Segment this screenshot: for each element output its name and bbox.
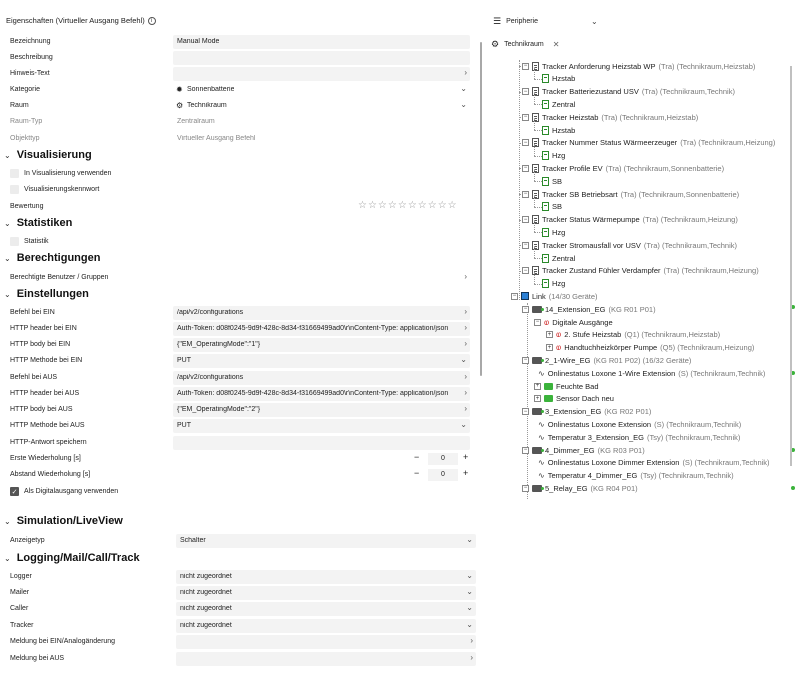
status-node[interactable]	[538, 367, 765, 379]
chevron-right-icon: ›	[464, 372, 467, 381]
chevron-right-icon: ›	[464, 339, 467, 348]
chevron-down-icon: ⌄	[460, 100, 467, 109]
chevron-down-icon: ⌄	[466, 603, 473, 612]
status-node[interactable]	[538, 457, 770, 469]
chevron-down-icon: ⌄	[4, 218, 11, 228]
objekttyp-value: Virtueller Ausgang Befehl	[177, 135, 256, 142]
in-vis-checkbox[interactable]: In Visualisierung verwenden	[10, 169, 111, 178]
tree-connector	[534, 169, 535, 181]
tree-connector	[534, 156, 542, 157]
tracker-child-node[interactable]	[542, 124, 575, 136]
status-node[interactable]	[538, 470, 734, 482]
periphery-panel	[486, 0, 796, 500]
tree-scrollbar[interactable]	[790, 66, 792, 466]
methode-aus-select[interactable]: PUT ⌄	[173, 419, 470, 433]
raumtyp-value: Zentralraum	[177, 118, 215, 125]
collapse-icon[interactable]: −	[523, 63, 528, 69]
tree-node-label: Hzg	[552, 279, 566, 289]
meldung-aus-input[interactable]	[176, 652, 476, 666]
field-raum: Raum ⚙ Technikraum ⌄	[0, 98, 480, 114]
field-hinweis: Hinweis-Text ›	[0, 66, 480, 82]
tree-node-meta: (S) (Technikraum,Technik)	[654, 419, 742, 429]
collapse-icon[interactable]: −	[523, 165, 528, 172]
tree-node-meta: (KG R01 P01)	[608, 304, 656, 314]
collapse-icon[interactable]: −	[523, 447, 528, 453]
tracker-node[interactable]	[522, 60, 755, 72]
abstand-wdh-value[interactable]: 0	[428, 469, 458, 481]
raum-select[interactable]: ⚙ Technikraum ⌄	[176, 100, 467, 110]
chevron-right-icon: ›	[464, 307, 467, 316]
tree-connector	[534, 220, 535, 232]
tree-connector	[534, 67, 535, 79]
green-document-icon	[542, 126, 549, 135]
section-statistiken[interactable]: ⌄ Statistiken	[4, 217, 73, 229]
tree-connector	[534, 207, 542, 208]
tree-connector	[534, 246, 535, 258]
link-node[interactable]	[511, 290, 598, 302]
chevron-right-icon: ›	[464, 388, 467, 397]
gears-icon: ⚙	[176, 101, 184, 110]
body-aus-input[interactable]: {"EM_OperatingMode":"2"} ›	[173, 403, 470, 417]
tracker-node[interactable]	[522, 188, 739, 200]
field-erste-wdh: Erste Wiederholung [s]	[10, 455, 81, 462]
tree-node-label: 14_Extension_EG	[545, 304, 606, 314]
chevron-down-icon: ⌄	[466, 587, 473, 596]
chevron-down-icon: ⌄	[591, 17, 598, 26]
tree-connector	[534, 104, 542, 105]
hinweis-input[interactable]	[173, 67, 470, 81]
tree-node-label: Hzg	[552, 151, 566, 161]
tree-node-meta: (Tra) (Technikraum,Technik)	[643, 240, 737, 250]
field-kategorie: Kategorie ✹ Sonnenbatterie ⌄	[0, 82, 480, 98]
extension-node[interactable]	[522, 354, 691, 366]
tree-node-label: 4_Dimmer_EG	[545, 445, 595, 455]
tree-node-label: Digitale Ausgänge	[552, 317, 613, 327]
tree-node-meta: (14/30 Geräte)	[548, 291, 598, 301]
tree-node-meta: (Q1) (Technikraum,Heizstab)	[624, 330, 721, 340]
digital-outputs-node[interactable]	[534, 316, 613, 328]
field-bezeichnung: Bezeichnung Manual Mode	[0, 34, 480, 50]
field-befehl-aus: Befehl bei AUS /api/v2/configurations ›	[0, 370, 480, 386]
green-document-icon	[542, 151, 549, 160]
field-methode-ein: HTTP Methode bei EIN PUT ⌄	[0, 353, 480, 369]
chevron-down-icon: ⌄	[4, 553, 11, 563]
checkbox-icon	[10, 169, 19, 178]
tree-connector	[534, 232, 542, 233]
rating-stars[interactable]: ☆☆☆☆☆☆☆☆☆☆	[358, 200, 458, 211]
tree-connector	[534, 79, 542, 80]
chevron-right-icon: ›	[464, 404, 467, 413]
tree-node-label: Onlinestatus Loxone Dimmer Extension	[547, 458, 680, 468]
tracker-child-node[interactable]	[542, 201, 562, 213]
tree-node-label: Tracker Heizstab	[542, 112, 599, 122]
plus-icon[interactable]: +	[463, 468, 469, 478]
tree-node-meta: (Tra) (Technikraum,Heizung)	[642, 215, 738, 225]
field-tracker: Tracker nicht zugeordnet ⌄	[0, 618, 480, 634]
field-logger: Logger nicht zugeordnet ⌄	[0, 569, 480, 585]
collapse-icon[interactable]: +	[535, 395, 540, 402]
tree-node-meta: (Tsy) (Technikraum,Technik)	[640, 471, 734, 481]
field-methode-aus: HTTP Methode bei AUS PUT ⌄	[0, 418, 480, 434]
anzeigetyp-select[interactable]: Schalter ⌄	[176, 534, 476, 548]
green-document-icon	[542, 100, 549, 109]
tree-node-label: Zentral	[552, 253, 576, 263]
link-icon	[521, 292, 529, 300]
tracker-node[interactable]	[522, 162, 724, 174]
tracker-node[interactable]	[522, 239, 737, 251]
field-befehl-ein: Befehl bei EIN /api/v2/configurations ›	[0, 305, 480, 321]
mailer-select[interactable]: nicht zugeordnet ⌄	[176, 586, 476, 600]
tree-node-label: SB	[552, 176, 563, 186]
collapse-icon[interactable]: −	[523, 306, 528, 313]
field-anzeigetyp: Anzeigetyp Schalter ⌄	[0, 533, 480, 549]
periphery-dropdown[interactable]: ☰ Peripherie ⌄	[493, 16, 598, 26]
close-icon[interactable]: ✕	[552, 40, 560, 49]
status-node[interactable]	[538, 431, 740, 443]
collapse-icon[interactable]: −	[523, 242, 528, 249]
collapse-icon[interactable]: −	[523, 357, 528, 364]
antwort-input[interactable]	[173, 436, 470, 450]
collapse-icon[interactable]: −	[523, 191, 528, 197]
beschreibung-input[interactable]	[173, 51, 470, 65]
chevron-down-icon: ⌄	[4, 253, 11, 263]
plus-icon[interactable]: +	[463, 452, 469, 462]
tree-node-label: Link	[532, 291, 546, 301]
gears-icon: ⚙	[491, 39, 500, 49]
properties-title: Eigenschaften (Virtueller Ausgang Befehl) i	[6, 16, 156, 25]
pulse-icon: ∿	[538, 368, 545, 378]
collapse-icon[interactable]: −	[523, 485, 528, 492]
tree-connector	[534, 130, 542, 131]
befehl-ein-input[interactable]: /api/v2/configurations ›	[173, 306, 470, 320]
tree-node-label: Hzg	[552, 227, 566, 237]
abstand-wdh-stepper[interactable]	[410, 468, 472, 482]
input-icon	[544, 395, 553, 402]
collapse-icon[interactable]: −	[523, 216, 528, 223]
pulse-icon: ∿	[538, 458, 545, 468]
berechtigte-link[interactable]	[173, 271, 470, 285]
section-einstellungen[interactable]: ⌄ Einstellungen	[4, 288, 89, 300]
input-icon	[544, 383, 553, 390]
pulse-icon: ∿	[538, 419, 545, 429]
extension-node[interactable]	[522, 406, 651, 418]
tree-connector	[534, 144, 535, 156]
tree-node-meta: (KG R04 P01)	[590, 483, 638, 493]
chevron-right-icon: ›	[470, 636, 473, 645]
kategorie-select[interactable]: ✹ Sonnenbatterie ⌄	[176, 84, 467, 94]
tree-node-meta: (Tra) (Technikraum,Heizstab)	[601, 112, 699, 122]
output-node[interactable]	[546, 342, 754, 354]
green-document-icon	[542, 228, 549, 237]
green-document-icon	[542, 177, 549, 186]
status-node[interactable]	[538, 418, 741, 430]
collapse-icon[interactable]: +	[547, 344, 552, 351]
tree-node-label: Feuchte Bad	[556, 381, 599, 391]
tree-node-label: Tracker Stromausfall vor USV	[542, 240, 641, 250]
minus-icon[interactable]: −	[414, 452, 420, 462]
tree-connector	[534, 284, 542, 285]
tree-connector	[534, 258, 542, 259]
status-dot	[791, 486, 795, 490]
tree-node-meta: (KG R01 P02) (16/32 Geräte)	[593, 355, 692, 365]
collapse-icon[interactable]: −	[523, 267, 528, 274]
tracker-node[interactable]	[522, 214, 738, 226]
befehl-aus-input[interactable]: /api/v2/configurations ›	[173, 371, 470, 385]
field-body-aus: HTTP body bei AUS {"EM_OperatingMode":"2"} ›	[0, 402, 480, 418]
tracker-node[interactable]	[522, 137, 775, 149]
green-document-icon	[542, 202, 549, 211]
device-icon	[532, 447, 542, 454]
tree-connector	[519, 60, 520, 300]
statistik-checkbox[interactable]: Statistik	[10, 237, 49, 246]
field-header-ein: HTTP header bei EIN Auth-Token: d08f0245-9d9f-428c-8d34-f31669499ad0\r\nContent-Type: application/json ›	[0, 321, 480, 337]
tree-node-meta: (KG R02 P01)	[604, 407, 652, 417]
tree-node-label: Handtuchheizkörper Pumpe	[564, 343, 658, 353]
checkbox-icon	[10, 237, 19, 246]
collapse-icon[interactable]: −	[523, 139, 528, 146]
field-header-aus: HTTP header bei AUS Auth-Token: d08f0245-9d9f-428c-8d34-f31669499ad0\r\nContent-Type: application/json ›	[0, 386, 480, 402]
erste-wdh-stepper[interactable]	[410, 452, 472, 466]
meldung-ein-input[interactable]	[176, 635, 476, 649]
pulse-icon: ∿	[538, 471, 545, 481]
tracker-node[interactable]	[522, 86, 735, 98]
extension-node[interactable]	[522, 482, 638, 494]
tree-node-label: Temperatur 3_Extension_EG	[547, 432, 645, 442]
tree-node-label: Zentral	[552, 99, 576, 109]
tracker-child-node[interactable]	[542, 150, 565, 162]
field-body-ein: HTTP body bei EIN {"EM_OperatingMode":"1"} ›	[0, 337, 480, 353]
field-mailer: Mailer nicht zugeordnet ⌄	[0, 585, 480, 601]
chevron-down-icon: ⌄	[460, 420, 467, 429]
header-ein-input[interactable]: Auth-Token: d08f0245-9d9f-428c-8d34-f31669499ad0\r\nContent-Type: application/json ›	[173, 322, 470, 336]
tree-node-meta: (S) (Technikraum,Technik)	[678, 368, 766, 378]
erste-wdh-value[interactable]: 0	[428, 453, 458, 465]
tree-node-label: Tracker Batteriezustand USV	[542, 87, 639, 97]
tracker-child-node[interactable]	[542, 226, 565, 238]
tracker-node[interactable]	[522, 265, 759, 277]
chevron-down-icon: ⌄	[460, 355, 467, 364]
tracker-child-node[interactable]	[542, 278, 565, 290]
tree-node-label: Tracker Status Wärmepumpe	[542, 215, 640, 225]
chevron-right-icon: ›	[464, 272, 467, 281]
chevron-down-icon: ⌄	[466, 571, 473, 580]
tree-node-label: 2. Stufe Heizstab	[564, 330, 622, 340]
collapse-icon[interactable]: −	[512, 293, 517, 300]
tracker-node[interactable]	[522, 111, 698, 123]
field-raumtyp: Raum-Typ Zentralraum	[0, 114, 480, 130]
tree-node-label: 2_1-Wire_EG	[545, 355, 591, 365]
tree-node-label: Hzstab	[552, 125, 576, 135]
tree-node-meta: (Tra) (Technikraum,Technik)	[641, 87, 735, 97]
properties-scrollbar[interactable]	[480, 42, 482, 376]
tree-connector	[534, 272, 535, 284]
tree-node-label: Onlinestatus Loxone 1-Wire Extension	[547, 368, 676, 378]
tree-node-meta: (Tsy) (Technikraum,Technik)	[647, 432, 741, 442]
pulse-icon: ∿	[538, 432, 545, 442]
body-ein-input[interactable]: {"EM_OperatingMode":"1"} ›	[173, 338, 470, 352]
header-aus-input[interactable]: Auth-Token: d08f0245-9d9f-428c-8d34-f31669499ad0\r\nContent-Type: application/json ›	[173, 387, 470, 401]
green-document-icon	[542, 254, 549, 263]
field-berechtigte[interactable]: Berechtigte Benutzer / Gruppen ›	[0, 270, 480, 286]
tree-node-label: SB	[552, 202, 563, 212]
field-bewertung: Bewertung	[10, 203, 44, 210]
device-icon	[532, 306, 542, 313]
tree-node-meta: (Tra) (Technikraum,Sonnenbatterie)	[620, 189, 740, 199]
tracker-child-node[interactable]	[542, 98, 575, 110]
tree-connector	[534, 181, 542, 182]
tracker-child-node[interactable]	[542, 175, 562, 187]
collapse-icon[interactable]: −	[523, 114, 528, 121]
field-meldung-aus: Meldung bei AUS ›	[0, 651, 480, 667]
output-icon: ⱷ	[556, 330, 562, 340]
sun-icon: ✹	[176, 85, 183, 94]
tree-node-meta: (Tra) (Technikraum,Sonnenbatterie)	[605, 163, 725, 173]
tree-connector	[534, 195, 535, 207]
device-icon	[532, 485, 542, 492]
section-simulation[interactable]: ⌄ Simulation/LiveView	[4, 515, 123, 527]
section-visualisierung[interactable]: ⌄ Visualisierung	[4, 149, 92, 161]
tree-node-label: Temperatur 4_Dimmer_EG	[547, 471, 638, 481]
chevron-right-icon: ›	[470, 653, 473, 662]
vis-pw-checkbox[interactable]: Visualisierungskennwort	[10, 185, 99, 194]
section-berechtigungen[interactable]: ⌄ Berechtigungen	[4, 252, 101, 264]
tree-node-meta: (Q5) (Technikraum,Heizung)	[660, 343, 755, 353]
green-document-icon	[542, 74, 549, 83]
minus-icon[interactable]: −	[414, 468, 420, 478]
sensor-node[interactable]	[534, 393, 614, 405]
sensor-node[interactable]	[534, 380, 599, 392]
extension-node[interactable]	[522, 444, 645, 456]
chevron-right-icon: ›	[464, 323, 467, 332]
chevron-down-icon: ⌄	[460, 84, 467, 93]
extension-node[interactable]	[522, 303, 656, 315]
tree-node-label: Onlinestatus Loxone Extension	[547, 419, 652, 429]
chevron-down-icon: ⌄	[4, 516, 11, 526]
tree-node-label: Hzstab	[552, 74, 576, 84]
chevron-down-icon: ⌄	[4, 289, 11, 299]
menu-lines-icon: ☰	[493, 16, 502, 26]
collapse-icon[interactable]: +	[535, 383, 540, 389]
device-icon	[532, 357, 542, 364]
tree-node-label: Tracker Nummer Status Wärmeerzeuger	[542, 138, 678, 148]
section-logging[interactable]: ⌄ Logging/Mail/Call/Track	[4, 552, 140, 564]
digital-checkbox[interactable]: ✓ Als Digitalausgang verwenden	[11, 488, 119, 496]
field-objekttyp: Objekttyp Virtueller Ausgang Befehl	[0, 131, 480, 147]
info-icon[interactable]: i	[148, 17, 156, 25]
methode-ein-select[interactable]: PUT ⌄	[173, 354, 470, 368]
collapse-icon[interactable]: −	[523, 408, 528, 415]
tree-node-label: 3_Extension_EG	[545, 407, 602, 417]
bezeichnung-input[interactable]: Manual Mode	[173, 35, 470, 49]
caller-select[interactable]: nicht zugeordnet ⌄	[176, 602, 476, 616]
field-antwort: HTTP-Antwort speichern	[0, 435, 480, 451]
logger-select[interactable]: nicht zugeordnet ⌄	[176, 570, 476, 584]
collapse-icon[interactable]: −	[523, 88, 528, 95]
field-beschreibung: Beschreibung	[0, 50, 480, 66]
field-meldung-ein: Meldung bei EIN/Analogänderung ›	[0, 634, 480, 650]
tab-technikraum[interactable]: ⚙ Technikraum ✕	[491, 39, 560, 49]
collapse-icon[interactable]: −	[535, 319, 540, 325]
field-abstand-wdh: Abstand Wiederholung [s]	[10, 471, 91, 478]
chevron-down-icon: ⌄	[466, 535, 473, 544]
tree-connector	[534, 92, 535, 104]
chevron-down-icon: ⌄	[4, 150, 11, 160]
tracker-select[interactable]: nicht zugeordnet ⌄	[176, 619, 476, 633]
tree-node-meta: (Tra) (Technikraum,Heizstab)	[658, 61, 756, 71]
field-caller: Caller nicht zugeordnet ⌄	[0, 601, 480, 617]
output-icon: ⱷ	[556, 343, 562, 353]
tree-node-meta: (Tra) (Technikraum,Heizung)	[663, 266, 759, 276]
tracker-child-node[interactable]	[542, 73, 575, 85]
tree-connector	[534, 118, 535, 130]
tree-node-meta: (KG R03 P01)	[597, 445, 645, 455]
chevron-down-icon: ⌄	[466, 620, 473, 629]
tree-connector	[527, 303, 528, 500]
tracker-child-node[interactable]	[542, 252, 575, 264]
device-icon	[532, 408, 542, 415]
tree-node-label: Tracker SB Betriebsart	[542, 189, 618, 199]
collapse-icon[interactable]: +	[547, 331, 552, 338]
green-document-icon	[542, 279, 549, 288]
checkmark-icon: ✓	[11, 488, 18, 496]
output-icon: ⱷ	[544, 317, 550, 327]
tree-node-meta: (Tra) (Technikraum,Heizung)	[680, 138, 776, 148]
tree-node-label: Tracker Zustand Fühler Verdampfer	[542, 266, 661, 276]
tree-node-label: 5_Relay_EG	[545, 483, 588, 493]
tree-node-meta: (S) (Technikraum,Technik)	[682, 458, 770, 468]
chevron-right-icon: ›	[464, 68, 467, 77]
checkbox-icon	[10, 185, 19, 194]
tree-node-label: Sensor Dach neu	[556, 394, 614, 404]
output-node[interactable]	[546, 329, 720, 341]
tree-node-label: Tracker Profile EV	[542, 163, 603, 173]
tree-node-label: Tracker Anforderung Heizstab WP	[542, 61, 656, 71]
